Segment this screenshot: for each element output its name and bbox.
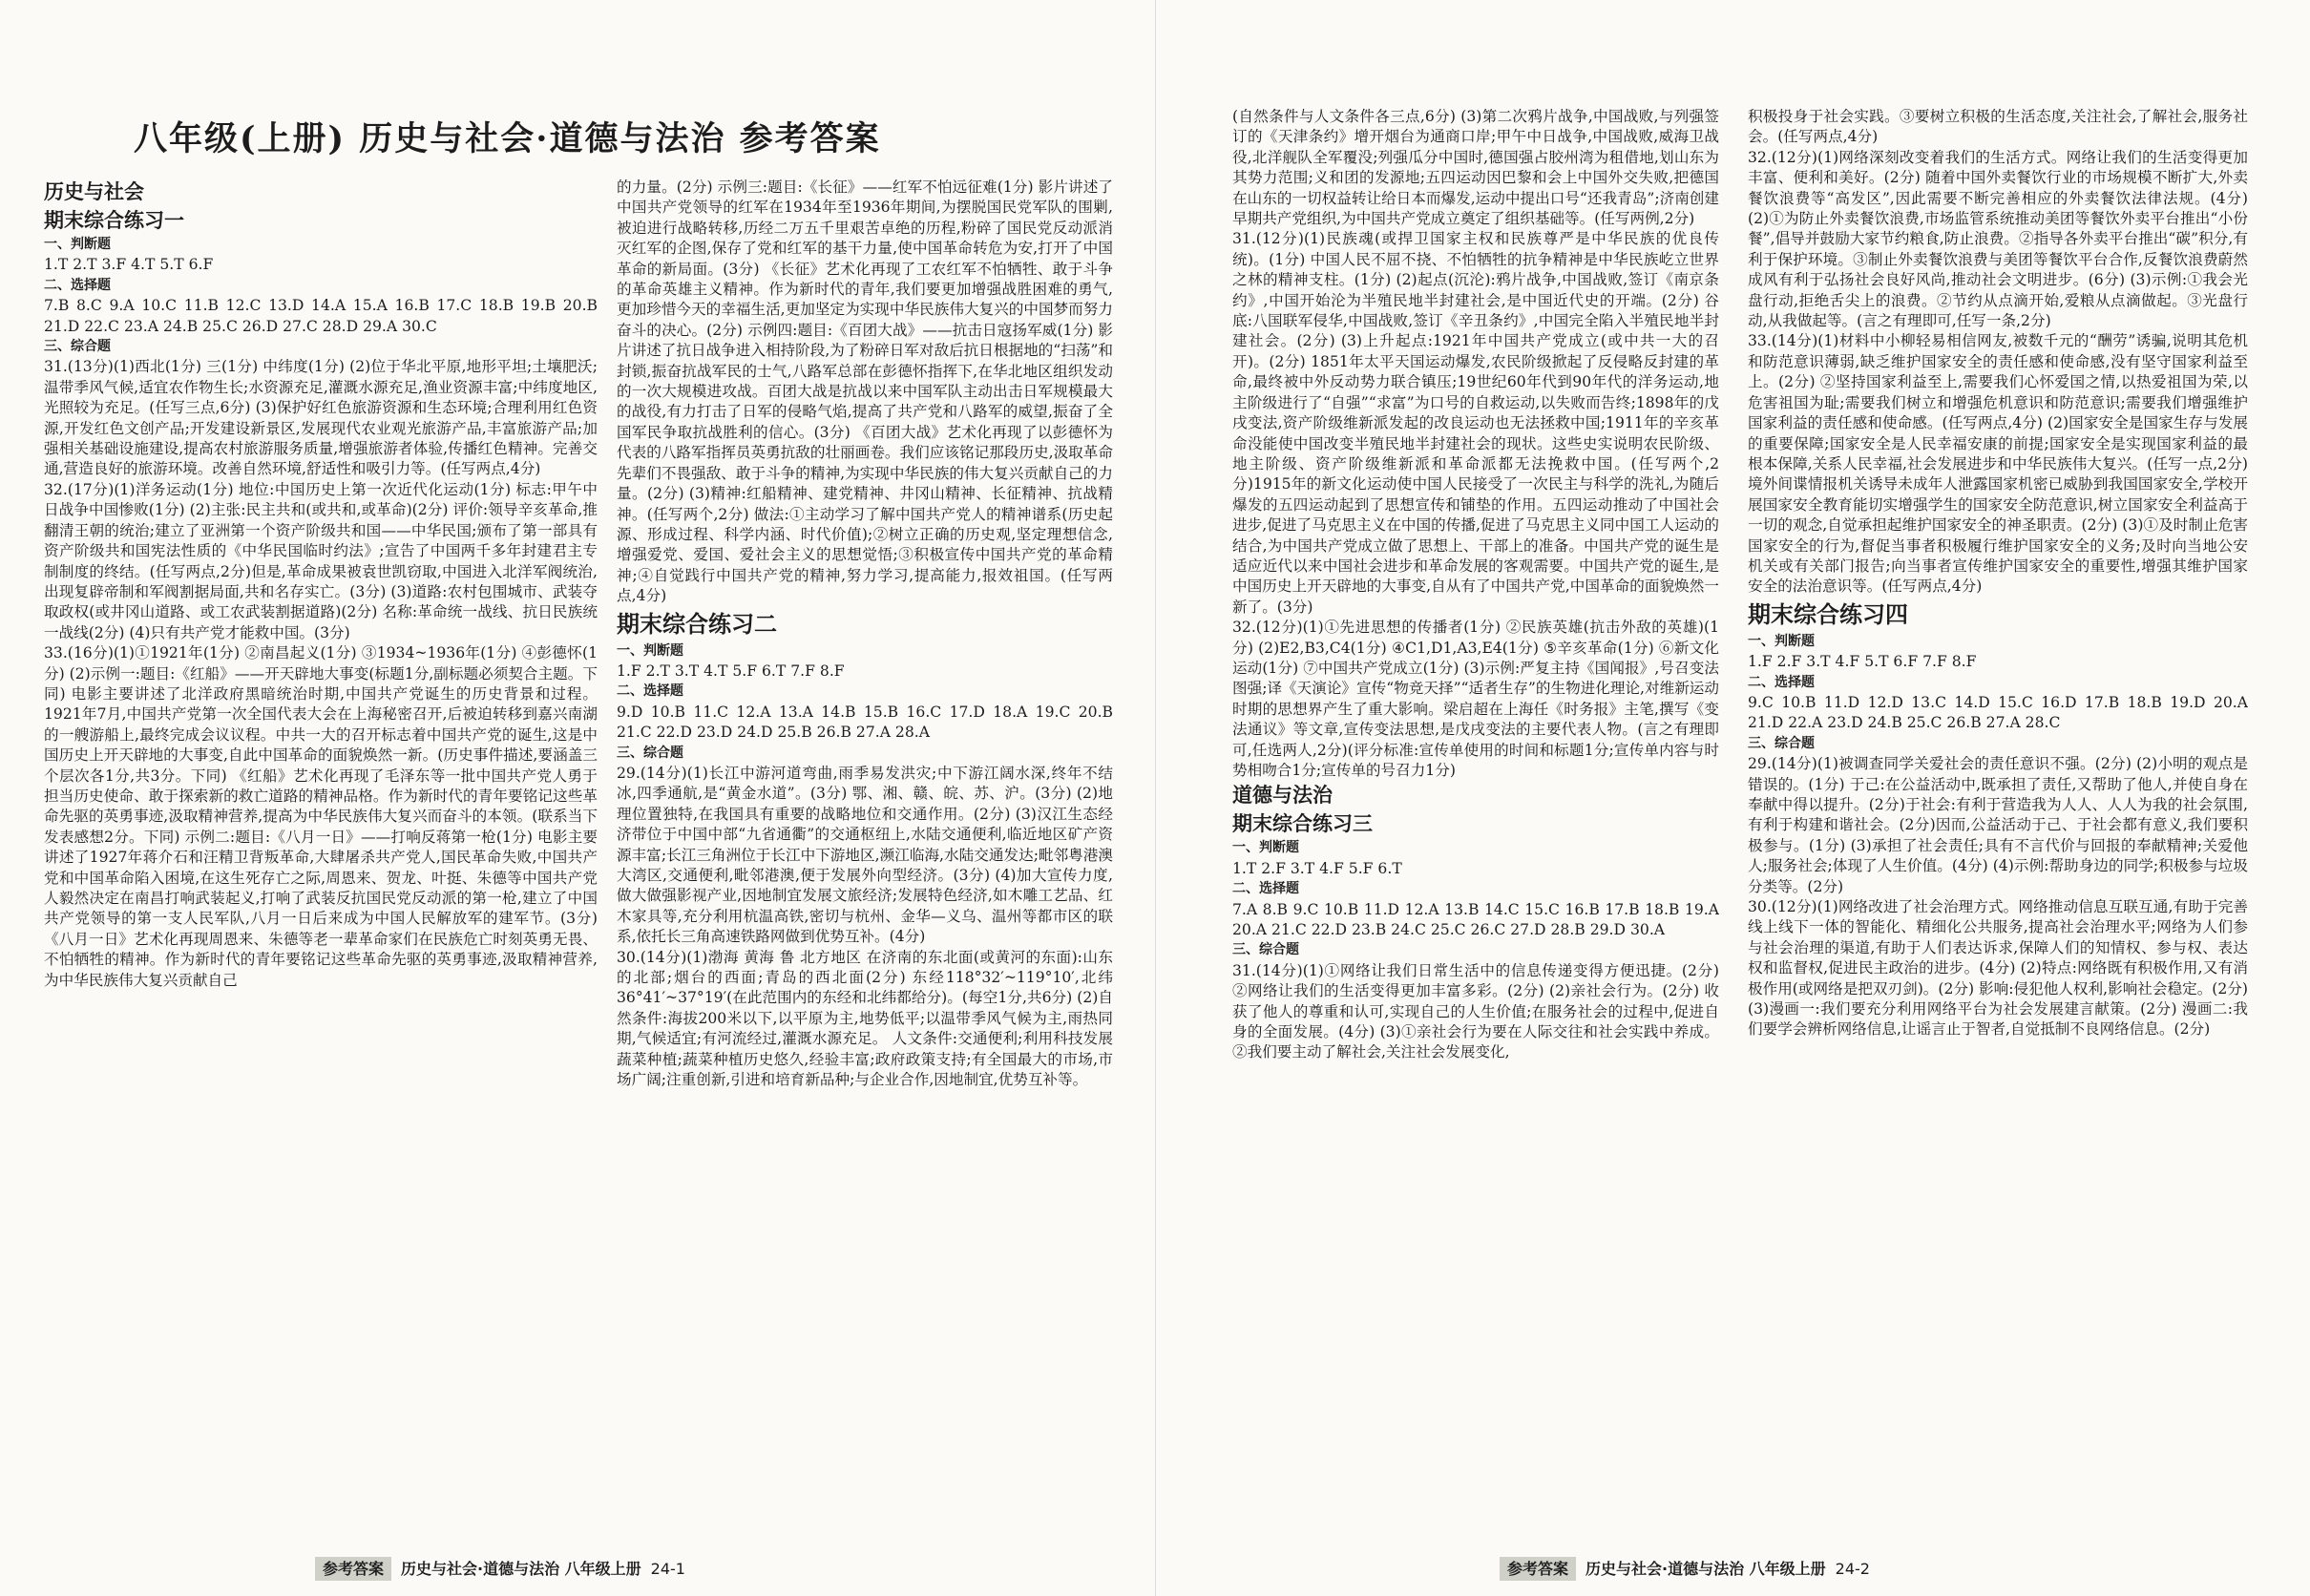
question-type-heading: 一、判断题 — [617, 642, 683, 659]
answer-paragraph: 32.(17分)(1)洋务运动(1分) 地位:中国历史上第一次近代化运动(1分) 标志:甲午中日战争中国惨败(1分) (2)主张:民主共和(或共和,或革命)(2分) 评价:领导辛亥革命,推翻清王朝的统治;建立了亚洲第一个资产阶级共和国——中华民国;颁布了第一部具有资产阶级共和国宪法性质的《中华民国临时约法》;宣告了中国两千多年封建君主专制制度的终结。(任写两点,2分)但是,革命成果被袁世凯窃取,中国进入北洋军阀统治,出现复辟帝制和军阀割据局面,共和名存实亡。(3分) (3)道路:农村包围城市、武装夺取政权(或井冈山道路、或工农武装割据道路)(2分) 名称:革命统一战线、抗日民族统一战线(2分) (4)只有共产党才能救中国。(3分) — [44, 480, 598, 641]
page-footer-left — [315, 1557, 685, 1579]
question-type-heading: 三、综合题 — [1748, 735, 1815, 751]
column-1 — [44, 178, 598, 1514]
footer-tag: 参考答案 — [1500, 1557, 1576, 1581]
answer-paragraph: 31.(12分)(1)民族魂(或捍卫国家主权和民族尊严是中华民族的优良传统)。(1分) 中国人民不屈不挠、不怕牺牲的抗争精神是中华民族屹立世界之林的精神支柱。(1分) (2)起点(沉沦):鸦片战争,中国战败,签订《南京条约》,中国开始沦为半殖民地半封建社会,是中国近代史的开端。(2分) 谷底:八国联军侵华,中国战败,签订《辛丑条约》,中国完全陷入半殖民地半封建社会。(2分) (3)上升起点:1921年中国共产党成立(或中共一大的召开)。(2分) 1851年太平天国运动爆发,农民阶级掀起了反侵略反封建的革命,最终被中外反动势力联合镇压;19世纪60年代到90年代的洋务运动,地主阶级进行了“自强”“求富”为口号的自救运动,以失败而告终;1898年的戊戌变法,资产阶级维新派发起的改良运动也无法拯救中国;1911年的辛亥革命没能使中国改变半殖民地半封建社会的现状。这些史实说明农民阶级、地主阶级、资产阶级维新派和革命派都无法挽救中国。(任写两个,2分)1915年的新文化运动使中国人民接受了一次民主与科学的洗礼,为随后爆发的五四运动起到了思想宣传和铺垫的作用。五四运动推动了中国社会进步,促进了马克思主义在中国的传播,促进了马克思主义同中国工人运动的结合,为中国共产党成立做了思想上、干部上的准备。中国共产党的诞生是适应近代以来中国社会进步和革命发展的客观需要。中国共产党的诞生,是中国历史上开天辟地的大事变,自从有了中国共产党,中国革命的面貌焕然一新了。(3分) — [1232, 230, 1719, 616]
section-heading: 期末综合练习二 — [617, 609, 777, 638]
answer-paragraph: (自然条件与人文条件各三点,6分) (3)第二次鸦片战争,中国战败,与列强签订的《天津条约》增开烟台为通商口岸;甲午中日战争,中国战败,威海卫战役,北洋舰队全军覆没;列强瓜分中国时,德国强占胶州湾为租借地,划山东为其势力范围;义和团的发源地;五四运动因巴黎和会上中国外交失败,把德国在山东的一切权益转让给日本而爆发,运动中提出口号“还我青岛”;济南创建早期共产党组织,为中国共产党成立奠定了组织基础等。(任写两例,2分) — [1232, 108, 1719, 228]
question-type-heading: 二、选择题 — [44, 277, 111, 293]
section-heading: 历史与社会 — [44, 179, 144, 203]
answer-paragraph: 1.T 2.T 3.F 4.T 5.T 6.F — [44, 256, 214, 274]
footer-title: 历史与社会·道德与法治 八年级上册 — [1586, 1560, 1826, 1578]
column-2 — [617, 178, 1113, 1514]
answer-paragraph: 33.(16分)(1)①1921年(1分) ②南昌起义(1分) ③1934~1936年(1分) ④彭德怀(1分) (2)示例一:题目:《红船》——开天辟地大事变(标题1分,副标题必须契合主题。下同) 电影主要讲述了北洋政府黑暗统治时期,中国共产党诞生的历史背景和过程。1921年7月,中国共产党第一次全国代表大会在上海秘密召开,后被迫转移到嘉兴南湖的一艘游船上,最终完成会议议程。中共一大的召开标志着中国共产党的诞生,这是中国历史上开天辟地的大事变,自此中国革命的面貌焕然一新。(历史事件描述,要涵盖三个层次各1分,共3分。下同) 《红船》艺术化再现了毛泽东等一批中国共产党人勇于担当历史使命、敢于探索新的救亡道路的精神品格。作为新时代的青年要铭记这些革命先驱的英勇事迹,汲取精神营养,提高为中华民族伟大复兴而奋斗的本领。(联系当下发表感想2分。下同) 示例二:题目:《八月一日》——打响反蒋第一枪(1分) 电影主要讲述了1927年蒋介石和汪精卫背叛革命,大肆屠杀共产党人,国民革命失败,中国共产党和中国革命陷入困境,在这生死存亡之际,周恩来、贺龙、叶挺、朱德等中国共产党人毅然决定在南昌打响武装起义,打响了武装反抗国民党反动派的第一枪,建立了中国共产党领导的第一支人民军队,八月一日后来成为中国人民解放军的建军节。(3分) 《八月一日》艺术化再现周恩来、朱德等老一辈革命家们在民族危亡时刻英勇无畏、不怕牺牲的精神。作为新时代的青年要铭记这些革命先驱的英勇事迹,汲取精神营养,为中华民族伟大复兴贡献自己 — [44, 644, 598, 989]
answer-paragraph: 33.(14分)(1)材料中小柳轻易相信网友,被数千元的“酬劳”诱骗,说明其危机和防范意识薄弱,缺乏维护国家安全的责任感和使命感,没有坚守国家利益至上。(2分) ②坚持国家利益至上,需要我们心怀爱国之情,以热爱祖国为荣,以危害祖国为耻;需要我们树立和增强危机意识和防范意识;需要我们增强维护国家利益的责任感和使命感。(任写两点,4分) (2)国家安全是国家生存与发展的重要保障;国家安全是人民幸福安康的前提;国家安全是实现国家利益的最根本保障,关系人民幸福,社会发展进步和中华民族伟大复兴。(任写一点,2分) 境外间谍情报机关诱导未成年人泄露国家机密已威胁到我国国家安全,学校开展国家安全教育能切实增强学生的国家安全防范意识,树立国家安全利益高于一切的观念,自觉承担起维护国家安全的神圣职责。(2分) (3)①及时制止危害国家安全的行为,督促当事者积极履行维护国家安全的义务;及时向当地公安机关或有关部门报告;向当事者宣传维护国家安全的重要性,增强其维护国家安全的法治意识等。(任写两点,4分) — [1748, 332, 2248, 596]
answer-paragraph: 1.T 2.F 3.T 4.F 5.F 6.T — [1232, 859, 1402, 877]
footer-tag: 参考答案 — [315, 1557, 391, 1581]
page-number: 24-1 — [650, 1560, 685, 1578]
answer-paragraph: 30.(12分)(1)网络改进了社会治理方式。网络推动信息互联互通,有助于完善线上线下一体的智能化、精细化公共服务,提高社会治理水平;网络为人们参与社会治理的渠道,有助于人们表达诉求,保障人们的知情权、参与权、表达权和监督权,促进民主政治的进步。(4分) (2)特点:网络既有积极作用,又有消极作用(或网络是把双刃剑)。(2分) 影响:侵犯他人权利,影响社会稳定。(2分) (3)漫画一:我们要充分利用网络平台为社会发展建言献策。(2分) 漫画二:我们要学会辨析网络信息,让谣言止于智者,自觉抵制不良网络信息。(2分) — [1748, 898, 2248, 1039]
question-type-heading: 一、判断题 — [1748, 633, 1815, 649]
answer-paragraph: 7.B 8.C 9.A 10.C 11.B 12.C 13.D 14.A 15.A 16.B 17.C 18.B 19.B 20.B 21.D 22.C 23.A 24.B 25.C 26.D 27.C 28.D 29.A 30.C — [44, 297, 598, 335]
section-heading: 期末综合练习四 — [1748, 599, 1908, 628]
answer-paragraph: 31.(14分)(1)①网络让我们日常生活中的信息传递变得方便迅捷。(2分) ②网络让我们的生活变得更加丰富多彩。(2分) (2)亲社会行为。(2分) 收获了他人的尊重和认可,实现自己的人生价值;在服务社会的过程中,促进自身的全面发展。(4分) (3)①亲社会行为要在人际交往和社会实践中养成。②我们要主动了解社会,关注社会发展变化, — [1232, 961, 1719, 1061]
section-heading: 期末综合练习一 — [44, 208, 184, 232]
answer-paragraph: 7.A 8.B 9.C 10.B 11.D 12.A 13.B 14.C 15.C 16.B 17.B 18.B 19.A 20.A 21.C 22.D 23.B 24.C 25.C 26.C 27.D 28.B 29.D 30.A — [1232, 900, 1719, 939]
footer-title: 历史与社会·道德与法治 八年级上册 — [401, 1560, 641, 1578]
answer-paragraph: 积极投身于社会实践。③要树立积极的生活态度,关注社会,了解社会,服务社会。(任写两点,4分) — [1748, 108, 2248, 146]
answer-paragraph: 29.(14分)(1)被调查同学关爱社会的责任意识不强。(2分) (2)小明的观点是错误的。(1分) 于己:在公益活动中,既承担了责任,又帮助了他人,并使自身在奉献中得以提升。(2分)于社会:有利于营造我为人人、人人为我的社会氛围,有利于构建和谐社会。(2分)因而,公益活动于己、于社会都有意义,我们要积极参与。(1分) (3)承担了社会责任;具有不言代价与回报的奉献精神;关爱他人;服务社会;体现了人生价值。(4分) (4)示例:帮助身边的同学;积极参与垃圾分类等。(2分) — [1748, 755, 2248, 895]
question-type-heading: 一、判断题 — [1232, 840, 1299, 856]
answer-paragraph: 30.(14分)(1)渤海 黄海 鲁 北方地区 在济南的东北面(或黄河的东面):山东的北部;烟台的西面;青岛的西北面(2分) 东经118°32′~119°10′,北纬36°41′~37°19′(在此范围内的东经和北纬都给分)。(每空1分,共6分) (2)自然条件:海拔200米以下,以平原为主,地势低平;以温带季风气候为主,雨热同期,气候适宜;有河流经过,灌溉水源充足。 人文条件:交通便利;利用科技发展蔬菜种植;蔬菜种植历史悠久,经验丰富;政府政策支持;有全国最大的市场,市场广阔;注重创新,引进和培育新品种;与企业合作,因地制宜,优势互补等。 — [617, 948, 1113, 1089]
answer-paragraph: 1.F 2.T 3.T 4.T 5.F 6.T 7.F 8.F — [617, 662, 845, 680]
document-title: 八年级(上册) 历史与社会·道德与法治 参考答案 — [134, 119, 881, 158]
column-4 — [1748, 107, 2248, 1520]
answer-paragraph: 9.C 10.B 11.D 12.D 13.C 14.D 15.C 16.D 17.B 18.B 19.D 20.A 21.D 22.A 23.D 24.B 25.C 26.B 27.A 28.C — [1748, 693, 2248, 732]
column-3 — [1232, 107, 1719, 1520]
answer-paragraph: 1.F 2.F 3.T 4.F 5.T 6.F 7.F 8.F — [1748, 653, 1977, 671]
answer-paragraph: 9.D 10.B 11.C 12.A 13.A 14.B 15.B 16.C 17.D 18.A 19.C 20.B 21.C 22.D 23.D 24.D 25.B 26.B 27.A 28.A — [617, 703, 1113, 742]
question-type-heading: 一、判断题 — [44, 237, 111, 252]
question-type-heading: 三、综合题 — [44, 339, 111, 355]
right-page — [1155, 0, 2310, 1596]
answer-paragraph: 29.(14分)(1)长江中游河道弯曲,雨季易发洪灾;中下游江阔水深,终年不结冰,四季通航,是“黄金水道”。(3分) 鄂、湘、赣、皖、苏、沪。(3分) (2)地理位置独特,在我国具有重要的战略地位和交通作用。(2分) (3)汉江生态经济带位于中国中部“九省通衢”的交通枢纽上,水陆交通便利,临近地区矿产资源丰富;长江三角洲位于长江中下游地区,濒江临海,水陆交通发达;毗邻粤港澳大湾区,交通便利,毗邻港澳,便于发展外向型经济。(3分) (4)加大宣传力度,做大做强影视产业,因地制宜发展文旅经济;发展特色经济,如木雕工艺品、红木家具等,充分利用杭温高铁,密切与杭州、金华—义乌、温州等都市区的联系,依托长三角高速铁路网做到优势互补。(4分) — [617, 764, 1113, 946]
page-footer-right — [1500, 1557, 1870, 1579]
answer-paragraph: 32.(12分)(1)①先进思想的传播者(1分) ②民族英雄(抗击外敌的英雄)(1分) (2)E2,B3,C4(1分) ④C1,D1,A3,E4(1分) ⑤辛亥革命(1分) ⑥新文化运动(1分) ⑦中国共产党成立(1分) (3)示例:严复主持《国闻报》,号召变法图强;译《天演论》宣传“物竞天择”“适者生存”的生物进化理论,对维新运动时期的思想界产生了重大影响。梁启超在上海任《时务报》主笔,撰写《变法通议》等文章,宣传变法思想,是戊戌变法的主要代表人物。(言之有理即可,任选两人,2分)(评分标准:宣传单使用的时间和标题1分;宣传单内容与时势相吻合1分;宣传单的号召力1分) — [1232, 619, 1719, 779]
question-type-heading: 二、选择题 — [617, 683, 683, 700]
section-heading: 道德与法治 — [1232, 783, 1333, 808]
question-type-heading: 二、选择题 — [1748, 674, 1815, 690]
answer-paragraph: 32.(12分)(1)网络深刻改变着我们的生活方式。网络让我们的生活变得更加丰富、便利和美好。(2分) 随着中国外卖餐饮行业的市场规模不断扩大,外卖餐饮浪费等“高发区”,因此需要不断完善相应的外卖餐饮法律法规。(4分) (2)①为防止外卖餐饮浪费,市场监管系统推动美团等餐饮外卖平台推出“小份餐”,倡导并鼓励大家节约粮食,防止浪费。②指导各外卖平台推出“碳”积分,有利于保护环境。③制止外卖餐饮浪费与美团等餐饮平台合作,反餐饮浪费蔚然成风有利于弘扬社会良好风尚,推动社会文明进步。(6分) (3)示例:①我会光盘行动,拒绝舌尖上的浪费。②节约从点滴开始,爱粮从点滴做起。③光盘行动,从我做起等。(言之有理即可,任写一条,2分) — [1748, 148, 2248, 330]
page-number: 24-2 — [1835, 1560, 1870, 1578]
question-type-heading: 三、综合题 — [1232, 942, 1299, 958]
answer-paragraph: 的力量。(2分) 示例三:题目:《长征》——红军不怕远征难(1分) 影片讲述了中国共产党领导的红军在1934年至1936年期间,为摆脱国民党军队的围剿,被迫进行战略转移,历经二万五千里艰苦卓绝的历程,粉碎了国民党反动派消灭红军的企图,保存了党和红军的基干力量,使中国革命转危为安,打开了中国革命的新局面。(3分) 《长征》艺术化再现了工农红军不怕牺牲、敢于斗争的革命英雄主义精神。作为新时代的青年,我们要更加增强战胜困难的勇气,更加珍惜今天的幸福生活,更加坚定为实现中华民族伟大复兴的中国梦而努力奋斗的决心。(2分) 示例四:题目:《百团大战》——抗击日寇扬军威(1分) 影片讲述了抗日战争进入相持阶段,为了粉碎日军对敌后抗日根据地的“扫荡”和封锁,振奋抗战军民的士气,八路军总部在彭德怀指挥下,在华北地区组织发动的一次大规模进攻战。百团大战是抗战以来中国军队主动出击日军规模最大的战役,有力打击了日军的侵略气焰,提高了共产党和八路军的威望,振奋了全国军民争取抗战胜利的信心。(3分) 《百团大战》艺术化再现了以彭德怀为代表的八路军指挥员英勇抗敌的壮丽画卷。我们应该铭记那段历史,汲取革命先辈们不畏强敌、敢于斗争的精神,为实现中华民族的伟大复兴贡献自己的力量。(2分) (3)精神:红船精神、建党精神、井冈山精神、长征精神、抗战精神。(任写两个,2分) 做法:①主动学习了解中国共产党人的精神谱系(历史起源、形成过程、科学内涵、时代价值);②树立正确的历史观,坚定理想信念,增强爱党、爱国、爱社会主义的思想觉悟;③积极宣传中国共产党的革命精神;④自觉践行中国共产党的精神,努力学习,提高能力,报效祖国。(任写两点,4分) — [617, 178, 1113, 605]
answer-paragraph: 31.(13分)(1)西北(1分) 三(1分) 中纬度(1分) (2)位于华北平原,地形平坦;土壤肥沃;温带季风气候,适宜农作物生长;水资源充足,灌溉水源充足,渔业资源丰富;中纬度地区,光照较为充足。(任写三点,6分) (3)保护好红色旅游资源和生态环境;合理利用红色资源,开发红色文创产品;开发建设新景区,发展现代农业观光旅游产品,丰富旅游产品;加强相关基础设施建设,提高农村旅游服务质量,增强旅游者体验,传播红色精神。完善交通,营造良好的旅游环境。改善自然环境,舒适性和吸引力等。(任写两点,4分) — [44, 358, 598, 478]
question-type-heading: 三、综合题 — [617, 745, 683, 761]
question-type-heading: 二、选择题 — [1232, 881, 1299, 897]
section-heading: 期末综合练习三 — [1232, 811, 1373, 836]
